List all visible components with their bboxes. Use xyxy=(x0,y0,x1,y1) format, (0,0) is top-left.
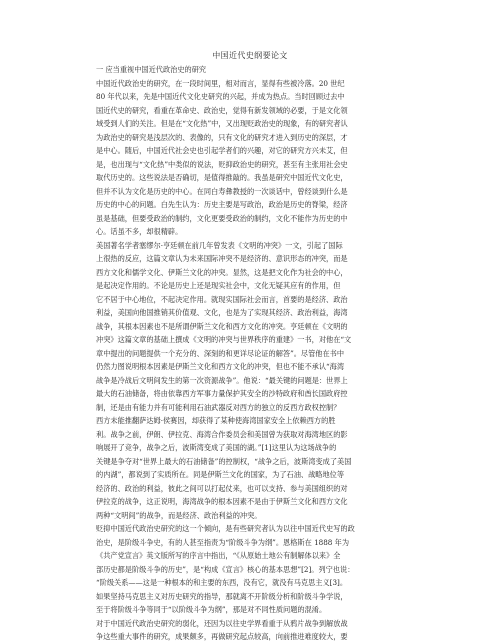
text-line: 国近代史的研究，看重在革命史、政治史，觉得有新发领域的必要，于是文化领 xyxy=(96,105,348,115)
text-line: 章中提出的问题提供一个充分的、深刻的和更详尽论证的解答”。尽管他在书中 xyxy=(96,348,345,358)
text-line: 中国近代政治史的研究，在一段时间里，相对而言，显得有些被冷落。20 世纪 xyxy=(96,78,345,88)
text-line: 但并不认为文化是历史的中心。在同白寿彝教授的一次谈话中，曾经谈到什么是 xyxy=(96,186,348,196)
text-line: 部历史都是阶级斗争的历史”，是“构成《宣言》核心的基本思想”[2]。列宁也说： xyxy=(96,564,355,574)
text-line: 历史的中心的问题。白先生认为：历史主要是写政治，政治是历史的脊梁，经济 xyxy=(96,200,348,209)
text-line: 《共产党宣言》英文版所写的序言中指出，“《从原始土地公有制解体以来》全 xyxy=(96,551,341,560)
text-line: 是中心。随后，中国近代社会史也引起学者们的兴趣，对它的研究方兴未艾，但 xyxy=(96,146,348,155)
text-line: 是起决定作用的。不论是历史上还是现实社会中，文化无疑其应有的作用，但 xyxy=(96,281,341,290)
text-line: 上很热的反应，这篇文章认为未来国际冲突不是经济的、意识形态的冲突，而是 xyxy=(96,254,348,263)
document-title: 中国近代史纲要论文 xyxy=(212,51,288,60)
text-line: 争这些重大事件的研究，成果颇多，再做研究起点较高，向前推进难度较大，要 xyxy=(96,632,348,641)
text-line: 仍然力图说明根本因素是伊斯兰文化和西方文化的冲突，但也不能不承认“海湾 xyxy=(96,362,345,371)
text-line: “阶级关系——这是一种根本的和主要的东西，没有它，就没有马克思主义[3]。 xyxy=(96,578,348,587)
text-line: 战争是冷战后文明间发生的第一次资源战争”。他说：“最关键的问题是：世界上 xyxy=(96,375,348,385)
text-line: 它不居于中心地位，不起决定作用。就现实国际社会而言，首要的是经济、政治 xyxy=(96,294,348,304)
text-line: 关键是争夺对“世界上最大的石油储备”的控制权，“战争之后，波斯湾变成了美国 xyxy=(96,456,352,466)
section-heading: 一 应当重视中国近代政治史的研究 xyxy=(96,65,207,74)
text-line: 为政治史的研究是浅层次的、表像的，只有文化的研究才进入到历史的深层，才 xyxy=(96,132,348,142)
body-text xyxy=(96,77,404,644)
text-line: 西方文化和儒学文化、伊斯兰文化的冲突。显然，这是把文化作为社会的中心， xyxy=(96,267,348,277)
text-line: 治史，是阶级斗争史，有的人甚至指责为“阶级斗争为纲”。恩格斯在 1888 年为 xyxy=(96,537,350,547)
text-line: 80 年代以来，先是中国近代文化史研究的兴起，并成为热点。当时回顾过去中 xyxy=(96,92,345,101)
text-line: 的内湖”，都说到了实质所在。同是伊斯兰文化的国家，为了石油、战略地位等 xyxy=(96,470,345,479)
text-line: 最大的石油储备，将由依靠西方军事力量保护其安全的沙特政府和酋长国政府控 xyxy=(96,389,348,398)
text-line: 贬抑中国近代政治史研究的这一个倾向，是有些研究者认为以往中国近代史写的政 xyxy=(96,524,355,533)
text-line: 取代历史的。这些说法是否确切，是值得推敲的。我虽是研究中国近代文化史， xyxy=(96,173,348,182)
text-line: 两种“文明间”的战争，而是经济、政治利益的冲突。 xyxy=(96,510,262,520)
text-line: 对于中国近代政治史研究的弱化，还因为以往史学界看重于从鸦片战争到解放战 xyxy=(96,618,348,628)
text-line: 经济的、政治的利益，彼此之间可以打起仗来，也可以支持、参与美国组织的对 xyxy=(96,483,348,493)
text-line: 如果坚持马克思主义对历史研究的指导，那就离不开阶级分析和阶级斗争学说， xyxy=(96,591,348,601)
text-line: 伊拉克的战争，这正说明，海湾战争的根本因素不是由于伊斯兰文化和西方文化 xyxy=(96,497,348,506)
text-line: 利益，美国向他国推销其价值观、文化，也是为了实现其经济、政治利益，海湾 xyxy=(96,308,348,317)
text-line: 至于将阶级斗争等同于“以阶级斗争为纲”，那是对不同性质问题的混淆。 xyxy=(96,605,327,614)
text-line: 虽是基础，但要受政治的制约，文化更要受政治的制约，文化不能作为历史的中 xyxy=(96,213,348,223)
text-line: 域受到人们的关注。但是在“文化热”中，又出现贬政治史的现象，有的研究者认 xyxy=(96,119,348,128)
text-line: 冲突》这篇文章的基础上撰成《文明的冲突与世界秩序的重建》一书，对他在“文 xyxy=(96,335,352,344)
text-line: 西方未能推翻萨达姆·侯赛因，却获得了某种使海湾国家安全上依赖西方的胜 xyxy=(96,416,336,425)
text-line: 利。战争之前，伊朗、伊拉克、海湾合作委员会和美国曾为获取对海湾地区的影 xyxy=(96,429,348,439)
text-line: 战争，其根本因素也不是所谓伊斯兰文化和西方文化的冲突。亨廷顿在《文明的 xyxy=(96,321,348,331)
text-line: 制，还是由有能力并有可能利用石油武器反对西方的独立的反西方政权控制？ xyxy=(96,402,341,412)
text-line: 美国著名学者塞缪尔·亨廷顿在前几年曾发表《文明的冲突》一文，引起了国际 xyxy=(96,240,343,250)
text-line: 响展开了竞争，战争之后，波斯湾变成了美国的湖。”[1]这里认为这场战争的 xyxy=(96,443,337,452)
text-line: 是，也出现与“文化热”中类似的说法，贬抑政治史的研究，甚至有主张用社会史 xyxy=(96,159,348,169)
text-line: 心。话虽不多，却很精辟。 xyxy=(96,227,183,236)
